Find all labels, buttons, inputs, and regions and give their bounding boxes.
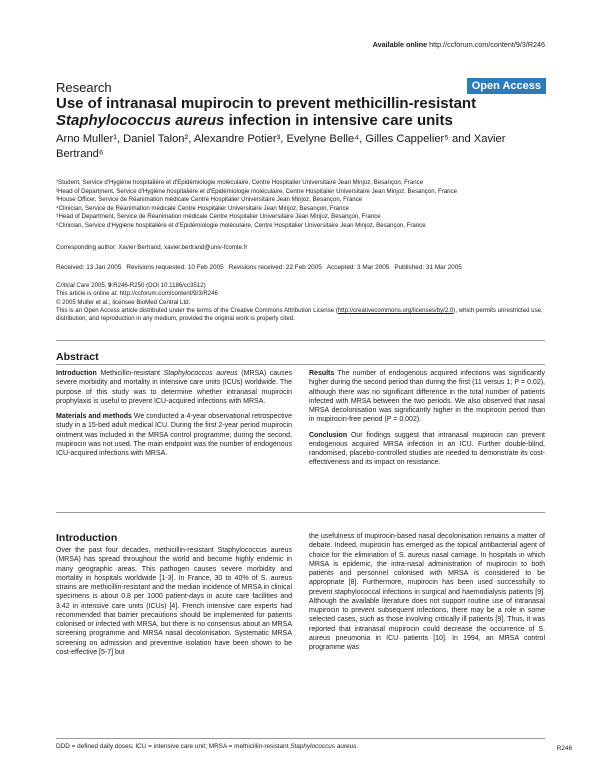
citation-block	[56, 282, 556, 323]
abstract-intro-text-2: (MRSA) causes severe morbidity and mortality in intensive care units (ICUs) worldwide. The purpose of this study was to determine whether intranasal mupirocin prophylaxis is useful to prevent ICU-acquired infections with MRSA.	[56, 370, 292, 405]
introduction-paragraph: Over the past four decades, methicillin-resistant Staphylococcus aureus (MRSA) has spread throughout the world and become highly endemic in many geographic areas. This pathogen causes severe morbidity and mortality in hospitals worldwide [1-3]. In France, 30 to 40% of S. aureus strains are methicillin-resistant and the median incidence of MRSA in clinical specimens is about 0.8 per 1000 patient-days in acute care facilities and 3.42 in intensive care units (ICUs) [4]. French intensive care experts had recommended that barrier precautions should be implemented for patients colonised or infected with MRSA, but there is no consensus about an MRSA screening programme and MRSA nasal decolonisation. Systematic MRSA screening on admission and preventive isolation have been shown to be cost-effective [5-7] but	[56, 547, 292, 656]
article-url[interactable]: http://ccforum.com/content/9/3/R246	[429, 40, 545, 49]
affiliation: ⁴Clinician, Service de Réanimation médicale Centre Hospitalier Universitaire Jean Minjoz, Besançon, France	[56, 204, 349, 212]
abstract-results-text: The number of endogenous acquired infections was significantly higher during the second period than during the first (11 versus 1; P = 0.02), although there was no significant difference in the total number of patients infected with MRSA between the two periods. We also observed that nasal MRSA decolonisation was significantly higher in the mupirocin period than in mupirocin-free period (P = 0.002).	[309, 370, 545, 424]
abstract-methods-text: We conducted a 4-year observational retrospective study in a 15-bed adult medical ICU. During the first 2-year period mupirocin ointment was included in the MRSA control programme; during the second, mupirocin was not used. The main endpoint was the number of endogenous ICU-acquired infections with MRSA.	[56, 413, 292, 457]
introduction-right-column	[309, 532, 545, 658]
abstract-results	[309, 369, 545, 425]
citation-line	[56, 282, 556, 290]
title-line-2	[56, 112, 556, 129]
date-revisions-received: Revisions received: 22 Feb 2005	[228, 264, 322, 271]
publication-dates	[56, 264, 556, 271]
available-online-label: Available online	[372, 40, 428, 49]
abstract-left-column	[56, 369, 292, 464]
title-rest: infection in intensive care units	[224, 112, 453, 129]
abstract-results-label: Results	[309, 370, 335, 377]
abstract-conclusion-label: Conclusion	[309, 431, 348, 439]
affiliation: ¹Student, Service d'Hygiène hospitalière et d'Epidémiologie moléculaire, Centre Hospitalier Universitaire Jean Minjoz, Besançon, France	[56, 179, 424, 186]
copyright-line: © 2005 Muller et al.; licensee BioMed Central Ltd.	[56, 298, 191, 306]
abstract-heading: Abstract	[56, 351, 99, 363]
citation-volume: 9	[108, 282, 112, 289]
title-line-1: Use of intranasal mupirocin to prevent methicillin-resistant	[56, 95, 477, 112]
date-revisions-requested: Revisions requested: 10 Feb 2005	[126, 264, 224, 271]
date-received: Received: 13 Jan 2005	[56, 264, 122, 271]
abbrev-species: Staphylococcus aureus	[290, 743, 357, 750]
citation-year: 2005,	[89, 282, 109, 289]
section-label: Research	[56, 80, 112, 95]
introduction-paragraph-continued: the usefulness of mupirocin-based nasal decolonisation remains a matter of debate. Indeed, mupirocin has emerged as the topical antibacterial agent of choice for the elimination of S. aureus nasal carriage. In hospitals in which MRSA is epidemic, the intra-nasal administration of mupirocin to both patients and personnel colonised with MRSA is considered to be appropriate [8]. Furthermore, mupirocin has been used successfully to prevent staphylococcal infections in surgical and haemodialysis patients [9]. Although the available literature does not support routine use of intranasal mupirocin to prevent subsequent infections, there may be a role in some selected cases, such as those involving critically ill patients [9]. Thus, it was reported that intranasal mupirocin could decrease the occurrence of S. aureus pneumonia in ICU patients [10]. In 1994, an MRSA control programme was	[309, 533, 545, 651]
open-access-badge: Open Access	[467, 78, 546, 94]
abstract-intro-text: Methicillin-resistant	[96, 370, 164, 377]
introduction-heading: Introduction	[56, 532, 118, 544]
date-published: Published: 31 Mar 2005	[394, 264, 462, 271]
abstract-conclusion-text: Our findings suggest that intranasal mupirocin can prevent endogenous acquired MRSA infection in an ICU. Further double-blind, randomised, placebo-controlled studies are needed to demonstrate its cost-effectiveness and its impact on resistance.	[309, 431, 545, 467]
affiliation: ³House Officer, Service de Réanimation médicale Centre Hospitalier Universitaire Jean Minjoz, Besançon, France	[56, 196, 363, 204]
date-accepted: Accepted: 3 Mar 2005	[326, 264, 390, 271]
license-text: This is an Open Access article distributed under the terms of the Creative Commons Attribution License (	[56, 306, 338, 314]
abstract-intro-species: Staphylococcus aureus	[163, 370, 238, 377]
introduction-left-column	[56, 546, 292, 663]
abstract-methods	[56, 412, 292, 458]
license-text-end: ), which permits unrestricted use, distribution, and reproduction in any medium, provided the original work is properly cited.	[56, 306, 543, 323]
license-link[interactable]: http://creativecommons.org/licenses/by/2.0	[337, 306, 454, 314]
author-list: Arno Muller¹, Daniel Talon², Alexandre Potier³, Evelyne Belle⁴, Gilles Cappelier⁵ and Xavier Bertrand⁶	[56, 133, 506, 160]
affiliation: ⁶Clinician, Service d'Hygiène hospitalière et d'Epidémiologie moléculaire, Centre Hospitalier Universitaire Jean Minjoz, Besançon, France	[56, 221, 426, 229]
page-number: R246	[556, 745, 572, 752]
abstract-intro-label: Introduction	[56, 370, 97, 377]
divider	[56, 512, 545, 513]
corresponding-author: Corresponding author: Xavier Bertrand, xavier.bertrand@univ-fcomte.fr	[56, 244, 248, 251]
license-line	[56, 307, 556, 324]
divider	[56, 340, 545, 341]
abstract-conclusion	[309, 431, 545, 468]
journal-header	[373, 40, 545, 49]
affiliation: ²Head of Department, Service d'Hygiène hospitalière et d'Epidémiologie moléculaire, Centre Hospitalier Universitaire Jean Minjoz, Besançon, France	[56, 187, 457, 195]
abstract-introduction	[56, 369, 292, 406]
title-species: Staphylococcus aureus	[56, 112, 225, 129]
abbrev-text: DDD = defined daily doses; ICU = intensive care unit; MRSA = methicillin-resistant	[56, 743, 291, 750]
abstract-right-column	[309, 369, 545, 474]
online-line: This article is online at: http://ccforum.com/content/9/3/R246	[56, 290, 218, 298]
abbreviations-footnote	[56, 743, 358, 750]
divider	[56, 364, 545, 365]
affiliations	[56, 179, 556, 231]
footer-divider	[56, 738, 545, 739]
affiliation: ⁵Head of Department, Service de Réanimation médicale Centre Hospitalier Universitaire Jean Minjoz, Besançon, France	[56, 213, 381, 221]
abstract-methods-label: Materials and methods	[56, 413, 132, 420]
citation-pages: :R246-R250 (DOI 10.1186/cc3512)	[111, 282, 206, 289]
article-title	[56, 95, 556, 129]
abbrev-end: .	[356, 743, 359, 750]
journal-name: Critical Care	[56, 282, 90, 289]
